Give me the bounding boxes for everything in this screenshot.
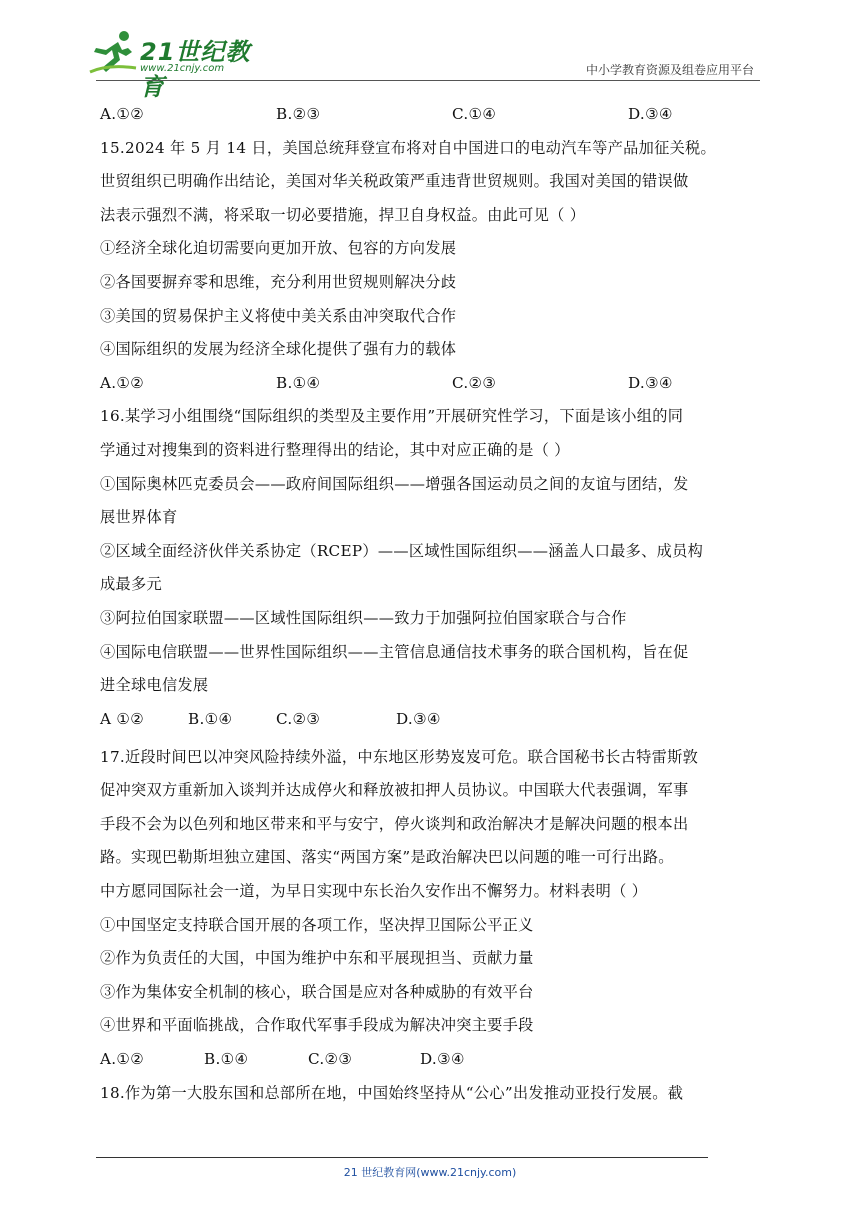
site-logo[interactable]: [88, 28, 258, 101]
statement-item: ①中国坚定支持联合国开展的各项工作，坚决捍卫国际公平正义: [100, 915, 534, 934]
option-d[interactable]: D.③④: [396, 709, 441, 728]
question-stem-line: 手段不会为以色列和地区带来和平与安宁，停火谈判和政治解决才是解决问题的根本出: [100, 814, 689, 833]
page-header: [0, 0, 860, 101]
footer-divider: [96, 1157, 708, 1158]
question-15: [100, 132, 768, 401]
q17-options: [100, 1043, 768, 1077]
statement-item-continued: 展世界体育: [100, 508, 178, 527]
question-17: [100, 741, 768, 1077]
option-d[interactable]: D.③④: [628, 373, 673, 392]
statement-item: ②区域全面经济伙伴关系协定（RCEP）——区域性国际组织——涵盖人口最多、成员构: [100, 541, 704, 560]
statement-item: ②作为负责任的大国，中国为维护中东和平展现担当、贡献力量: [100, 949, 534, 968]
question-stem-line: 路。实现巴勒斯坦独立建国、落实“两国方案”是政治解决巴以问题的唯一可行出路。: [100, 848, 674, 867]
logo-brand-text: 21世纪教育: [140, 38, 251, 101]
question-stem-line: 17.近段时间巴以冲突风险持续外溢，中东地区形势岌岌可危。联合国秘书长古特雷斯敦: [100, 747, 699, 766]
question-stem-line: 法表示强烈不满，将采取一切必要措施，捍卫自身权益。由此可见（ ）: [100, 205, 586, 224]
question-stem-line: 15.2024 年 5 月 14 日，美国总统拜登宣布将对自中国进口的电动汽车等产品加征关税。: [100, 138, 717, 157]
statement-item: ②各国要摒弃零和思维，充分利用世贸规则解决分歧: [100, 272, 457, 291]
statement-item-continued: 成最多元: [100, 575, 162, 594]
option-a[interactable]: A.①②: [100, 373, 145, 392]
option-c[interactable]: C.②③: [276, 709, 321, 728]
statement-item: ④世界和平面临挑战，合作取代军事手段成为解决冲突主要手段: [100, 1016, 534, 1035]
option-c[interactable]: C.①④: [452, 105, 497, 123]
option-b[interactable]: B.①④: [276, 373, 321, 392]
question-stem-line: 16.某学习小组围绕“国际组织的类型及主要作用”开展研究性学习，下面是该小组的同: [100, 407, 684, 426]
question-stem-line: 18.作为第一大股东国和总部所在地，中国始终坚持从“公心”出发推动亚投行发展。截: [100, 1083, 684, 1102]
statement-item: ①经济全球化迫切需要向更加开放、包容的方向发展: [100, 239, 457, 258]
option-c[interactable]: C.②③: [452, 373, 497, 392]
option-b[interactable]: B.②③: [276, 105, 321, 123]
statement-item: ④国际电信联盟——世界性国际组织——主管信息通信技术事务的联合国机构，旨在促: [100, 642, 689, 661]
option-a[interactable]: A.①②: [100, 1050, 145, 1069]
statement-item: ④国际组织的发展为经济全球化提供了强有力的载体: [100, 340, 457, 359]
q15-options: [100, 367, 768, 401]
question-stem-line: 促冲突双方重新加入谈判并达成停火和释放被扣押人员协议。中国联大代表强调，军事: [100, 781, 689, 800]
exam-content: [100, 98, 768, 1110]
option-d[interactable]: D.③④: [628, 105, 673, 123]
platform-title: 中小学教育资源及组卷应用平台: [585, 63, 754, 77]
option-b[interactable]: B.①④: [188, 709, 233, 728]
option-d[interactable]: D.③④: [420, 1050, 465, 1069]
runner-logo-icon: [88, 28, 140, 76]
option-a[interactable]: A.①②: [100, 105, 145, 123]
question-stem-line: 学通过对搜集到的资料进行整理得出的结论，其中对应正确的是（ ）: [100, 440, 570, 459]
q16-options: [100, 703, 768, 741]
option-c[interactable]: C.②③: [308, 1050, 353, 1069]
option-b[interactable]: B.①④: [204, 1050, 249, 1069]
statement-item: ①国际奥林匹克委员会——政府间国际组织——增强各国运动员之间的友谊与团结，发: [100, 474, 689, 493]
q14-options: [100, 98, 768, 132]
statement-item-continued: 进全球电信发展: [100, 676, 209, 695]
logo-url-text: www.21cnjy.com: [140, 63, 225, 74]
question-stem-line: 中方愿同国际社会一道，为早日实现中东长治久安作出不懈努力。材料表明（ ）: [100, 882, 648, 901]
header-divider: [96, 80, 760, 81]
question-18: [100, 1077, 768, 1111]
statement-item: ③美国的贸易保护主义将使中美关系由冲突取代合作: [100, 306, 457, 325]
question-16: [100, 400, 768, 740]
footer-link[interactable]: 21 世纪教育网(www.21cnjy.com): [343, 1166, 517, 1179]
option-a[interactable]: A ①②: [100, 709, 145, 728]
question-stem-line: 世贸组织已明确作出结论，美国对华关税政策严重违背世贸规则。我国对美国的错误做: [100, 172, 689, 191]
statement-item: ③作为集体安全机制的核心，联合国是应对各种威胁的有效平台: [100, 982, 534, 1001]
statement-item: ③阿拉伯国家联盟——区域性国际组织——致力于加强阿拉伯国家联合与合作: [100, 608, 627, 627]
